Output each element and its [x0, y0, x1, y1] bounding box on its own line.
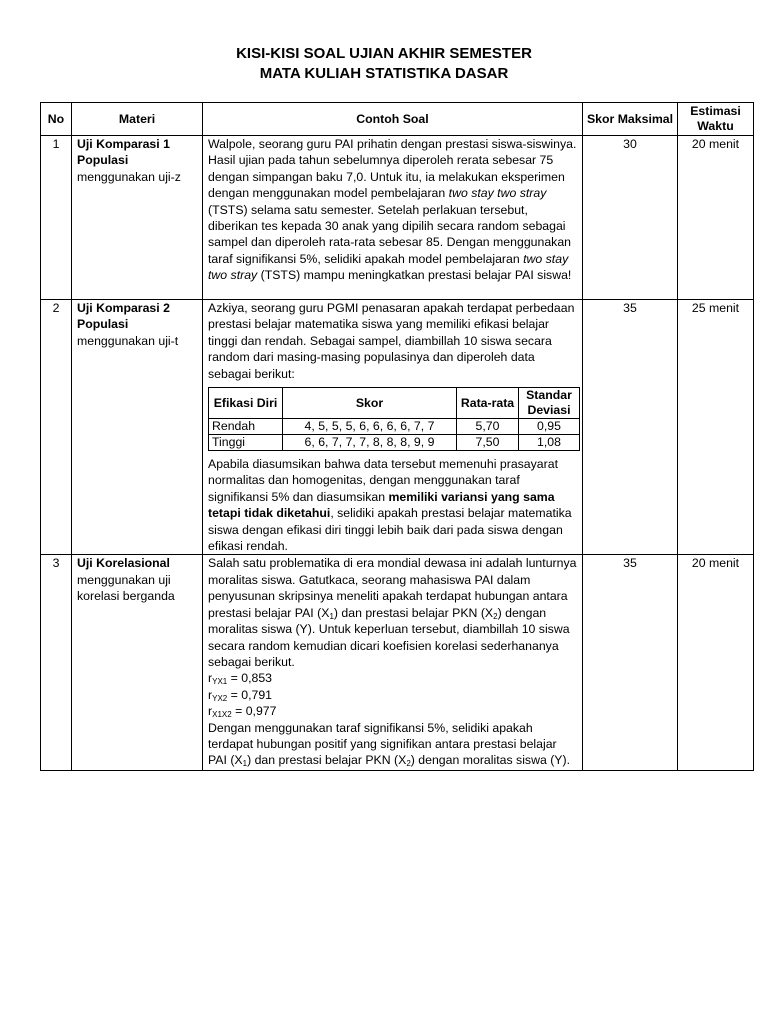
estimasi-waktu-value: 20 menit: [678, 136, 754, 300]
title-line-2: MATA KULIAH STATISTIKA DASAR: [259, 65, 509, 82]
data-table: [208, 387, 580, 451]
data-table-cell: 0,95: [519, 419, 580, 435]
italic-term: two stay two stray: [208, 251, 569, 283]
data-table-cell: Rendah: [209, 419, 283, 435]
header-contoh-soal: Contoh Soal: [203, 103, 583, 136]
italic-term: two stay two stray: [448, 186, 547, 201]
soal-paragraph-1: Salah satu problematika di era mondial dewasa ini adalah lunturnya moralitas siswa. Gatutkaca, seorang mahasiswa PAI dalam penyusunan skripsinya meneliti apakah terdapat hubungan antara prestasi belajar PAI $(X_1)$ dan prestasi belajar PKN $(X_2)$ dengan moralitas siswa (Y). Untuk keperluan tersebut, diambillah 10 siswa secara random kemudian dicari koefisien korelasi sederhananya sebagai berikut.: [208, 556, 577, 669]
materi-title: Uji Komparasi 1 Populasi: [77, 137, 170, 168]
header-estimasi-waktu: Estimasi Waktu: [678, 103, 754, 136]
data-table-cell: 1,08: [519, 435, 580, 451]
data-table-row: [209, 419, 580, 435]
row-number: 2: [41, 300, 72, 555]
materi-cell: [72, 300, 203, 555]
materi-cell: [72, 555, 203, 770]
bold-term: memiliki variansi yang sama tetapi tidak diketahui: [208, 489, 555, 521]
table-row: [41, 136, 754, 300]
data-table-cell: 6, 6, 7, 7, 7, 8, 8, 8, 9, 9: [283, 435, 457, 451]
materi-subtitle: menggunakan uji-t: [77, 333, 179, 348]
skor-maksimal-value: 30: [583, 136, 678, 300]
correlation-ryx2: $r_{YX2} = 0,791$: [208, 687, 273, 703]
data-table-header-cell: Efikasi Diri: [209, 388, 283, 419]
data-table-cell: 4, 5, 5, 5, 6, 6, 6, 6, 7, 7: [283, 419, 457, 435]
data-table-header-cell: Skor: [283, 388, 457, 419]
contoh-soal-cell: [203, 555, 583, 770]
data-table-cell: 5,70: [457, 419, 519, 435]
row-number: 3: [41, 555, 72, 770]
soal-intro: Azkiya, seorang guru PGMI penasaran apakah terdapat perbedaan prestasi belajar matematika siswa yang memiliki efikasi belajar tinggi dan rendah. Sebagai sampel, diambillah 10 siswa secara random dari masing-masing populasinya dan diperoleh data sebagai berikut:: [208, 301, 575, 381]
data-table-row: [209, 435, 580, 451]
correlation-rx1x2: $r_{X1X2} = 0,977$: [208, 704, 277, 720]
materi-subtitle: menggunakan uji-z: [77, 169, 181, 184]
estimasi-waktu-value: 25 menit: [678, 300, 754, 555]
header-skor-maksimal: Skor Maksimal: [583, 103, 678, 136]
estimasi-waktu-value: 20 menit: [678, 555, 754, 770]
contoh-soal-cell: [203, 136, 583, 300]
document-title: [0, 44, 768, 84]
materi-subtitle: menggunakan uji korelasi berganda: [77, 572, 175, 604]
table-row: [41, 300, 754, 555]
row-number: 1: [41, 136, 72, 300]
skor-maksimal-value: 35: [583, 555, 678, 770]
soal-outro: Apabila diasumsikan bahwa data tersebut memenuhi prasayarat normalitas dan homogenitas, dengan menggunakan taraf signifikansi 5% dan diasumsikan memiliki variansi yang sama tetapi tidak diketahui, selidiki apakah prestasi belajar matematika siswa dengan efikasi diri tinggi lebih baik dari pada siswa dengan efikasi rendah.: [208, 457, 572, 554]
skor-maksimal-value: 35: [583, 300, 678, 555]
data-table-cell: 7,50: [457, 435, 519, 451]
materi-title: Uji Korelasional: [77, 556, 170, 571]
soal-text: Walpole, seorang guru PAI prihatin dengan prestasi siswa-siswinya. Hasil ujian pada tahun sebelumnya diperoleh rerata sebesar 75 dengan simpangan baku 7,0. Untuk itu, ia melakukan eksperimen dengan menggunakan model pembelajaran two stay two stray (TSTS) selama satu semester. Setelah perlakuan tersebut, diberikan tes kepada 30 anak yang dipilih secara random sebagai sampel dan diperoleh rata-rata sebesar 85. Dengan menggunakan taraf signifikansi 5%, selidiki apakah model pembelajaran two stay two stray (TSTS) mampu meningkatkan prestasi belajar PAI siswa!: [208, 137, 577, 283]
data-table-header: [209, 388, 580, 419]
contoh-soal-cell: [203, 300, 583, 555]
soal-paragraph-2: Dengan menggunakan taraf signifikansi 5%, selidiki apakah terdapat hubungan positif yang signifikan antara prestasi belajar PAI $(X_1)$ dan prestasi belajar PKN $(X_2)$ dengan moralitas siswa (Y).: [208, 720, 571, 769]
header-no: No: [41, 103, 72, 136]
materi-title: Uji Komparasi 2 Populasi: [77, 301, 170, 332]
kisi-kisi-table: [40, 102, 754, 771]
materi-cell: [72, 136, 203, 300]
correlation-ryx1: $r_{YX1} = 0,853$: [208, 671, 273, 687]
data-table-header-cell: Standar Deviasi: [519, 388, 580, 419]
header-materi: Materi: [72, 103, 203, 136]
table-row: [41, 555, 754, 770]
data-table-cell: Tinggi: [209, 435, 283, 451]
header-row: [41, 103, 754, 136]
data-table-header-cell: Rata-rata: [457, 388, 519, 419]
title-line-1: KISI-KISI SOAL UJIAN AKHIR SEMESTER: [236, 45, 532, 62]
